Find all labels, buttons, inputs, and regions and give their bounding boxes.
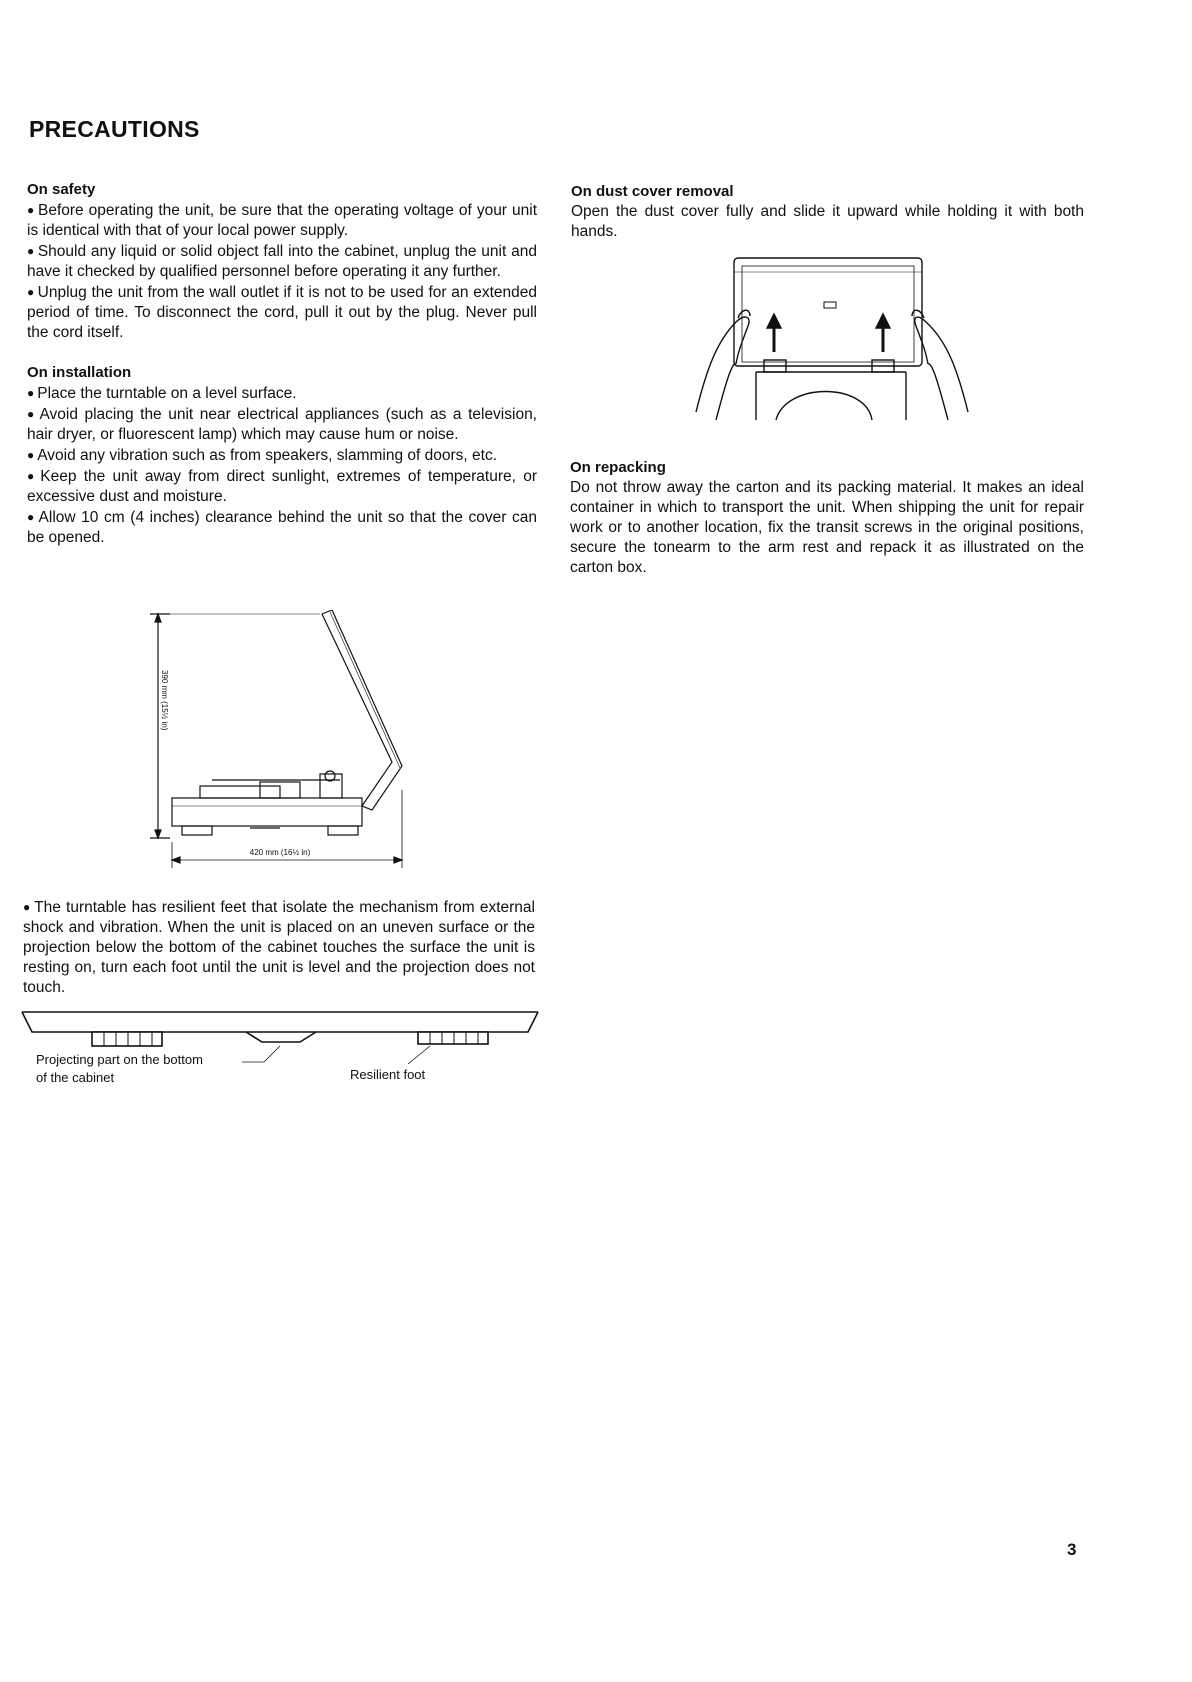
installation-bullet-1: ● Place the turntable on a level surface. xyxy=(27,383,537,404)
repacking-heading: On repacking xyxy=(570,459,666,476)
repacking-section xyxy=(570,458,1084,578)
installation-bullet-5: ● Allow 10 cm (4 inches) clearance behind the unit so that the cover can be opened. xyxy=(27,507,537,548)
right-column xyxy=(571,182,1084,242)
projection-caption-line2: of the cabinet xyxy=(36,1070,115,1085)
installation-bullet-4: ● Keep the unit away from direct sunlight, extremes of temperature, or excessive dust and moisture. xyxy=(27,466,537,507)
projection-caption xyxy=(36,1051,203,1087)
page-title: PRECAUTIONS xyxy=(29,116,200,142)
feet-paragraph: ● The turntable has resilient feet that isolate the mechanism from external shock and vibration. When the unit is placed on an uneven surface or the projection below the bottom of the cabinet touches the surface the unit is resting on, turn each foot until the unit is level and the projection does not touch. xyxy=(23,897,535,998)
installation-section xyxy=(27,363,537,548)
turntable-dimension-figure xyxy=(140,610,430,870)
left-column xyxy=(27,180,537,568)
safety-bullet-2: ● Should any liquid or solid object fall into the cabinet, unplug the unit and have it checked by qualified personnel before operating it any further. xyxy=(27,241,537,282)
installation-bullet-3: ● Avoid any vibration such as from speakers, slamming of doors, etc. xyxy=(27,445,537,466)
repacking-text: Do not throw away the carton and its packing material. It makes an ideal container in which to transport the unit. When shipping the unit for repair work or to another location, fix the transit screws in the original positions, secure the tonearm to the arm rest and repack it as illustrated on the carton box. xyxy=(570,479,1084,576)
installation-heading: On installation xyxy=(27,364,132,381)
safety-bullet-3: ● Unplug the unit from the wall outlet if it is not to be used for an extended period of time. To disconnect the cord, pull it out by the plug. Never pull the cord itself. xyxy=(27,282,537,343)
hands-lifting-cover-drawing xyxy=(676,252,986,422)
safety-section xyxy=(27,180,537,343)
safety-heading: On safety xyxy=(27,181,96,198)
height-dimension-label: 390 mm (15½ in) xyxy=(160,670,169,731)
installation-bullet-2: ● Avoid placing the unit near electrical appliances (such as a television, hair dryer, or fluorescent lamp) which may cause hum or noise. xyxy=(27,404,537,445)
turntable-side-view-drawing xyxy=(140,610,430,870)
resilient-foot-caption: Resilient foot xyxy=(350,1067,426,1082)
width-dimension-label: 420 mm (16½ in) xyxy=(249,848,311,857)
safety-bullet-1: ● Before operating the unit, be sure that the operating voltage of your unit is identical with that of your local power supply. xyxy=(27,200,537,241)
projection-caption-line1: Projecting part on the bottom xyxy=(36,1052,203,1067)
dust-cover-heading: On dust cover removal xyxy=(571,183,734,200)
page-number: 3 xyxy=(1067,1540,1077,1559)
dust-cover-section xyxy=(571,182,1084,242)
dust-cover-removal-figure xyxy=(676,252,986,422)
dust-cover-text: Open the dust cover fully and slide it upward while holding it with both hands. xyxy=(571,203,1084,240)
